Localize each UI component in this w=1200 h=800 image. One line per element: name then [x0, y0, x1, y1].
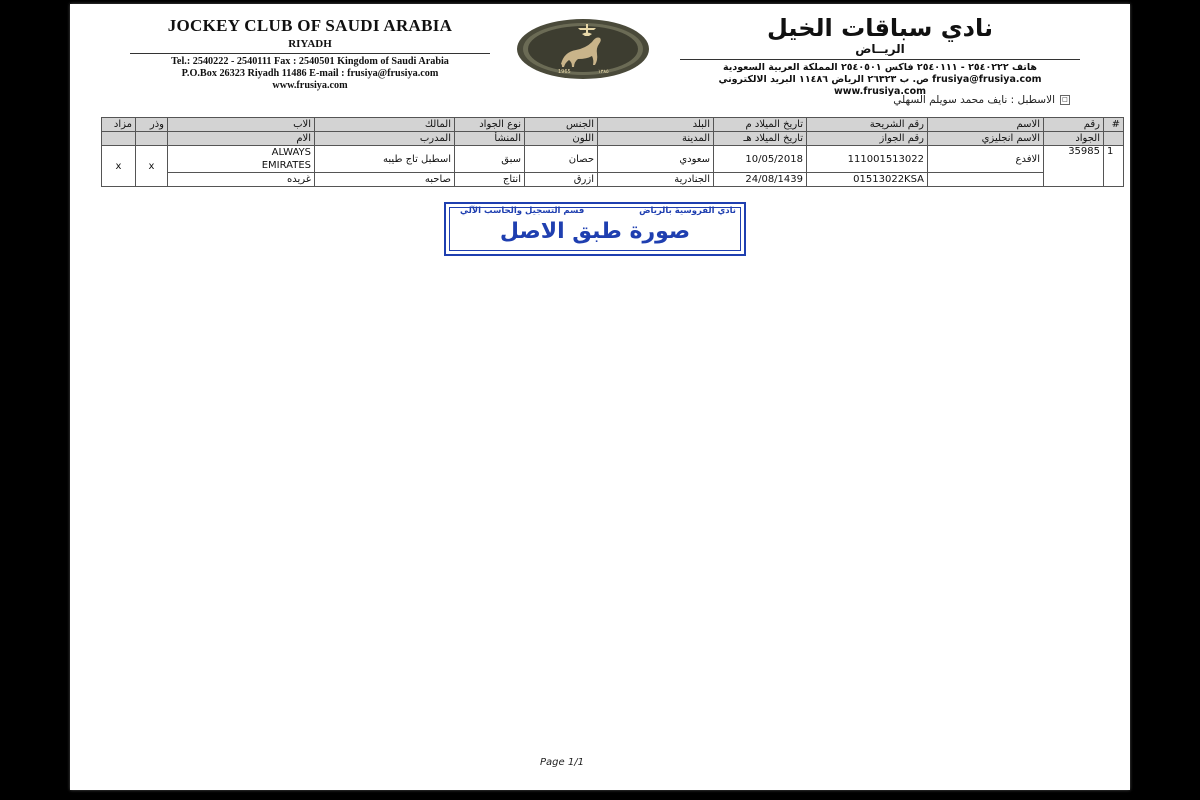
table-header-row-1: [102, 118, 1124, 132]
col-index: #: [1104, 118, 1124, 132]
col-origin: المنشأ: [455, 132, 525, 146]
letterhead-arabic: [680, 14, 1080, 98]
cell-chip: 111001513022: [807, 146, 928, 173]
cell-index: 1: [1104, 146, 1124, 187]
divider: [130, 53, 490, 54]
cell-name-en: [928, 173, 1044, 187]
contact-line-en-2: P.O.Box 26323 Riyadh 11486 E-mail : frusiya@frusiya.com: [181, 68, 439, 79]
contact-line-ar-2: frusiya@frusiya.com ص. ب ٢٦٣٢٣ الرياض ١١٤٨٦ البريد الالكتروني: [718, 74, 1042, 85]
col-horse-label: الجواد: [1044, 132, 1104, 146]
sire-line-1: ALWAYS: [271, 147, 311, 158]
cell-color: ازرق: [525, 173, 598, 187]
stamp-text: صورة طبق الاصل: [499, 219, 691, 244]
col-auction: مزاد: [102, 118, 136, 132]
cell-horse-no: 35985: [1044, 146, 1104, 187]
col-name-en: الاسم انجليزي: [928, 132, 1044, 146]
col-trainer: المدرب: [315, 132, 455, 146]
contact-line-ar-1: هاتف ٢٥٤٠٢٢٢ - ٢٥٤٠١١١ فاكس ٢٥٤٠٥٠١ المملكة العربية السعودية: [722, 62, 1037, 73]
cell-name: الافدع: [928, 146, 1044, 173]
table-header-row-2: [102, 132, 1124, 146]
stable-text: الاسطبل : نايف محمد سويلم السهلي: [893, 94, 1055, 106]
club-logo: [516, 18, 650, 80]
letterhead: [70, 4, 1130, 99]
col-owner: المالك: [315, 118, 455, 132]
letterhead-english: [130, 16, 490, 92]
stable-label: [893, 94, 1070, 106]
col-chip: رقم الشريحة: [807, 118, 928, 132]
cell-dam: غريده: [168, 173, 315, 187]
cell-horse-type: سبق: [455, 146, 525, 173]
cell-country: سعودي: [598, 146, 714, 173]
sire-line-2: EMIRATES: [261, 160, 311, 171]
cell-origin: انتاج: [455, 173, 525, 187]
cell-dob-h: 24/08/1439: [714, 173, 807, 187]
city-en: RIYADH: [288, 38, 332, 50]
checkbox-icon: □: [1060, 95, 1070, 105]
col-passport: رقم الجواز: [807, 132, 928, 146]
logo-year-right: ١٣٨٥: [598, 69, 609, 75]
col-dam: الام: [168, 132, 315, 146]
city-ar: الريــاض: [855, 42, 905, 56]
horse-table: [101, 117, 1124, 187]
col-dob-g: تاريخ الميلاد م: [714, 118, 807, 132]
col-dob-h: تاريخ الميلاد هـ: [714, 132, 807, 146]
document-page: [70, 4, 1130, 790]
certified-copy-stamp: [444, 202, 746, 256]
cell-city: الجنادرية: [598, 173, 714, 187]
cell-sire: [168, 146, 315, 173]
club-name-en: JOCKEY CLUB OF SAUDI ARABIA: [167, 16, 453, 35]
cell-auction: x: [102, 146, 136, 187]
col-color: اللون: [525, 132, 598, 146]
logo-year-left: 1965: [558, 69, 571, 75]
cell-owner: اسطبل تاج طيبه: [315, 146, 455, 173]
cell-dob-g: 10/05/2018: [714, 146, 807, 173]
divider: [680, 59, 1080, 60]
col-name: الاسم: [928, 118, 1044, 132]
stamp-dept: قسم التسجيل والحاسب الآلي: [460, 206, 585, 216]
page-number: Page 1/1: [540, 757, 584, 768]
col-country: البلد: [598, 118, 714, 132]
contact-line-en-1: Tel.: 2540222 - 2540111 Fax : 2540501 Kingdom of Saudi Arabia: [171, 56, 449, 67]
col-city: المدينة: [598, 132, 714, 146]
contact-line-ar-3: www.frusiya.com: [833, 86, 927, 97]
stamp-org: نادي الفروسية بالرياض: [639, 206, 736, 216]
col-sex: الجنس: [525, 118, 598, 132]
table-row: [102, 173, 1124, 187]
col-sire: الاب: [168, 118, 315, 132]
club-name-ar: نادي سباقات الخيل: [766, 14, 994, 42]
cell-sex: حصان: [525, 146, 598, 173]
col-horse-no: رقم: [1044, 118, 1104, 132]
contact-line-en-3: www.frusiya.com: [272, 80, 348, 91]
cell-passport: 01513022KSA: [807, 173, 928, 187]
cell-trainer: صاحبه: [315, 173, 455, 187]
cell-wthr: x: [136, 146, 168, 187]
col-wthr: وذر: [136, 118, 168, 132]
col-horse-type: نوع الجواد: [455, 118, 525, 132]
table-row: [102, 146, 1124, 173]
